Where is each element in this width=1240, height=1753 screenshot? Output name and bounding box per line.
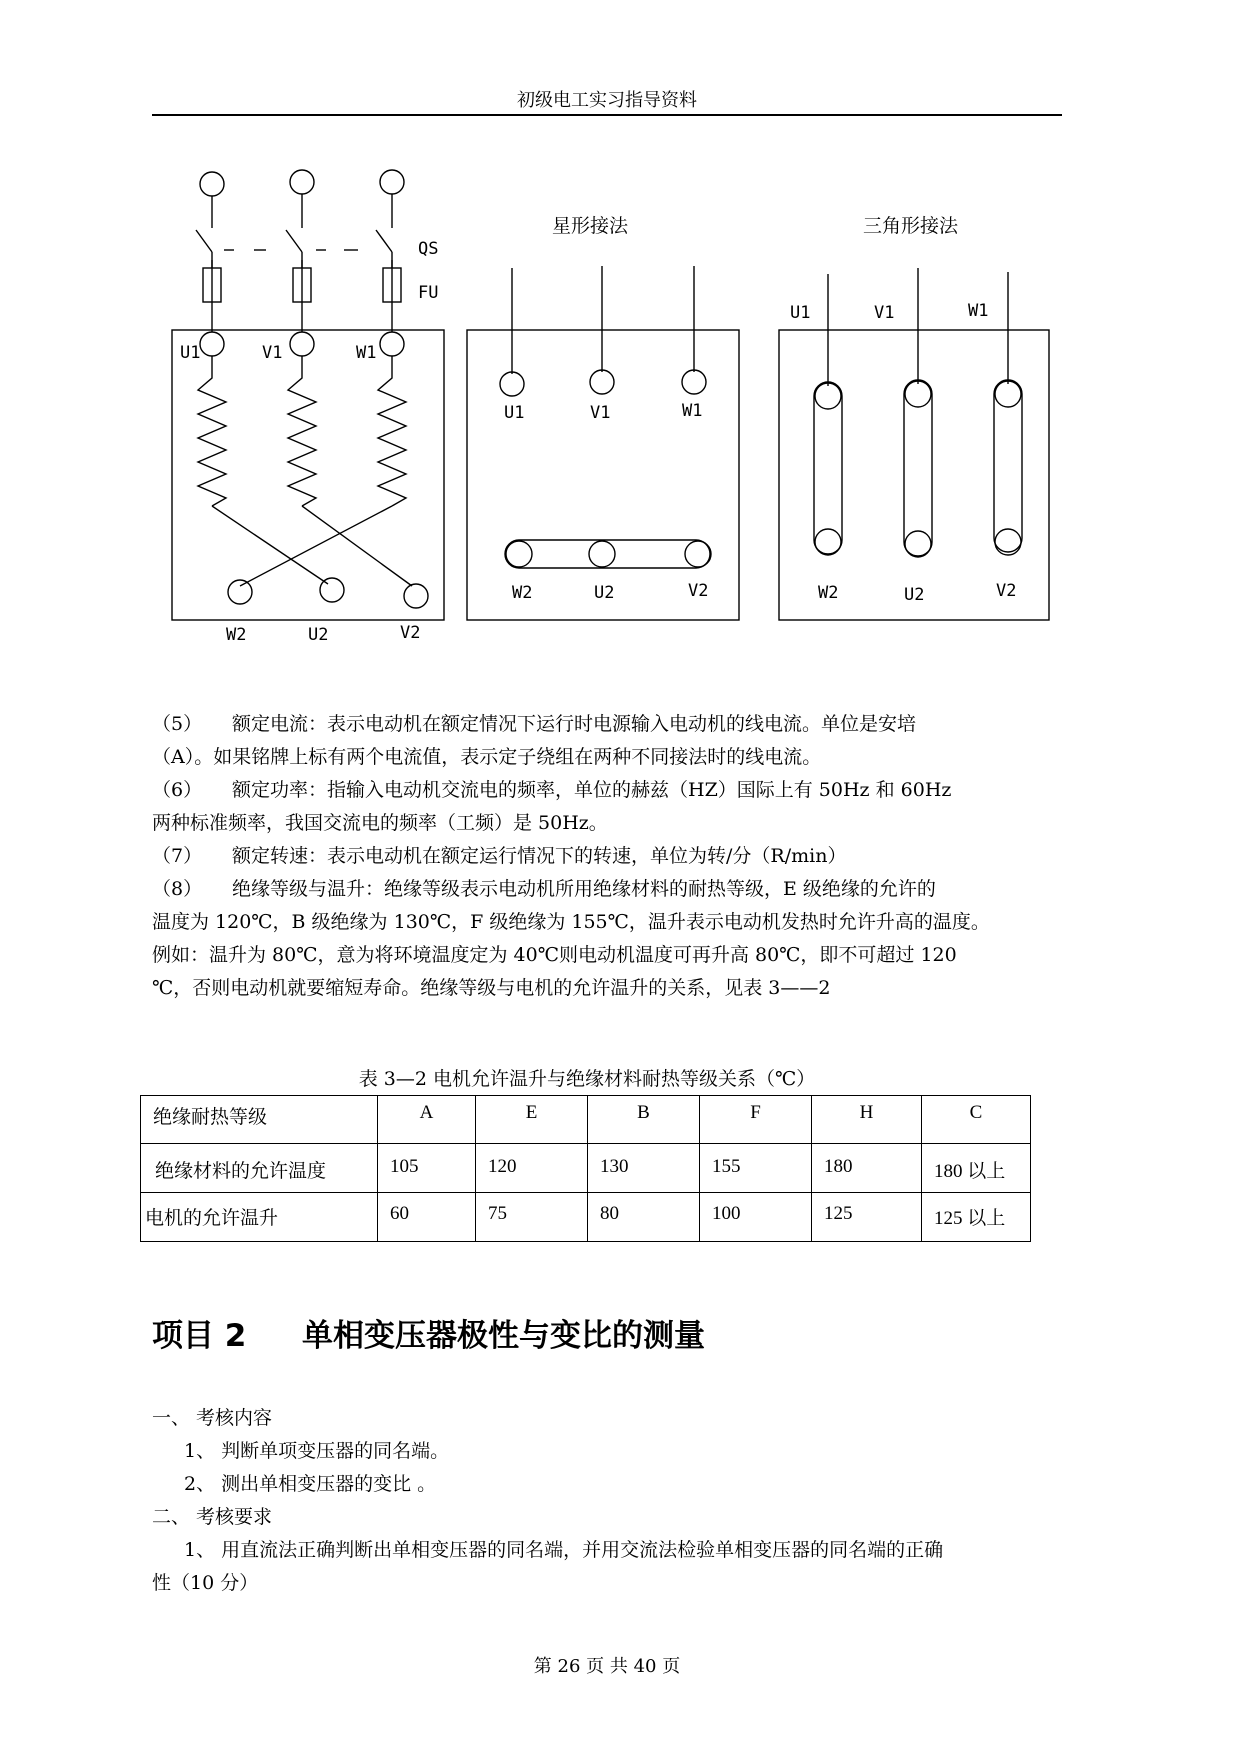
- svg-text:V2: V2: [400, 623, 421, 643]
- svg-text:W1: W1: [682, 401, 703, 421]
- delta-link-3: [994, 380, 1022, 552]
- svg-text:V1: V1: [590, 403, 611, 423]
- svg-text:W2: W2: [512, 583, 533, 603]
- svg-text:U2: U2: [904, 585, 925, 605]
- svg-text:W1: W1: [968, 301, 989, 321]
- svg-text:V1: V1: [262, 343, 283, 363]
- table-row: 绝缘材料的允许温度 105 120 130 155 180 180 以上: [141, 1144, 1031, 1193]
- paragraph-5: （5） 额定电流：表示电动机在额定情况下运行时电源输入电动机的线电流。单位是安培 （A）。如果铭牌上标有两个电流值，表示定子绕组在两种不同接法时的线电流。: [152, 713, 917, 768]
- svg-text:U2: U2: [308, 625, 329, 645]
- list-item-continuation: 性（10 分）: [152, 1572, 259, 1594]
- list-item: 1、 用直流法正确判断出单相变压器的同名端，并用交流法检验单相变压器的同名端的正确: [184, 1539, 944, 1561]
- list-item: 2、 测出单相变压器的变比 。: [184, 1473, 437, 1495]
- supply-terminal-1: [200, 172, 224, 196]
- svg-text:V1: V1: [874, 303, 895, 323]
- section-title: 项目 2 单相变压器极性与变比的测量: [152, 1318, 705, 1354]
- supply-terminal-3: [380, 170, 404, 194]
- delta-link-1: [814, 382, 842, 554]
- supply-terminal-2: [290, 170, 314, 194]
- page-header: 初级电工实习指导资料: [517, 90, 697, 111]
- paragraph-8: （8） 绝缘等级与温升：绝缘等级表示电动机所用绝缘材料的耐热等级，E 级绝缘的允许的 温度为 120℃，B 级绝缘为 130℃，F 级绝缘为 155℃，温升表示电动机发热时允许升高的温度。 例如：温升为 80℃，意为将环境温度定为 40℃则电动机温度可再升高 80℃，即不可超过 120 ℃，否则电动机就要缩短寿命。绝缘等级与电机的允许温升的关系，见表 3——2: [152, 878, 990, 999]
- page-footer: 第 26 页 共 40 页: [533, 1656, 681, 1677]
- motor-wiring-diagram: [0, 0, 1240, 660]
- svg-text:W2: W2: [818, 583, 839, 603]
- svg-text:U1: U1: [790, 303, 811, 323]
- delta-title: 三角形接法: [863, 215, 959, 237]
- star-title: 星形接法: [552, 215, 629, 237]
- svg-text:W2: W2: [226, 625, 247, 645]
- paragraph-7: （7） 额定转速：表示电动机在额定运行情况下的转速，单位为转/分（R/min）: [152, 845, 847, 867]
- star-bridge: [505, 540, 710, 568]
- table-row: 电机的允许温升 60 75 80 100 125 125 以上: [141, 1193, 1031, 1242]
- paragraph-6: （6） 额定功率：指输入电动机交流电的频率，单位的赫兹（HZ）国际上有 50Hz 和 60Hz 两种标准频率，我国交流电的频率（工频）是 50Hz。: [152, 779, 952, 834]
- svg-text:V2: V2: [688, 581, 709, 601]
- svg-text:U1: U1: [504, 403, 525, 423]
- svg-text:U2: U2: [594, 583, 615, 603]
- heading-assessment-requirements: 二、 考核要求: [152, 1506, 273, 1528]
- svg-text:W1: W1: [356, 343, 377, 363]
- qs-label: QS: [418, 239, 439, 259]
- svg-text:V2: V2: [996, 581, 1017, 601]
- svg-text:U1: U1: [180, 343, 201, 363]
- list-item: 1、 判断单项变压器的同名端。: [184, 1440, 450, 1462]
- heading-assessment-content: 一、 考核内容: [152, 1407, 273, 1429]
- insulation-temperature-table: [140, 1095, 1031, 1242]
- table-caption: 表 3—2 电机允许温升与绝缘材料耐热等级关系（℃）: [358, 1068, 816, 1090]
- table-row: 绝缘耐热等级 A E B F H C: [141, 1096, 1031, 1144]
- fu-label: FU: [418, 283, 439, 303]
